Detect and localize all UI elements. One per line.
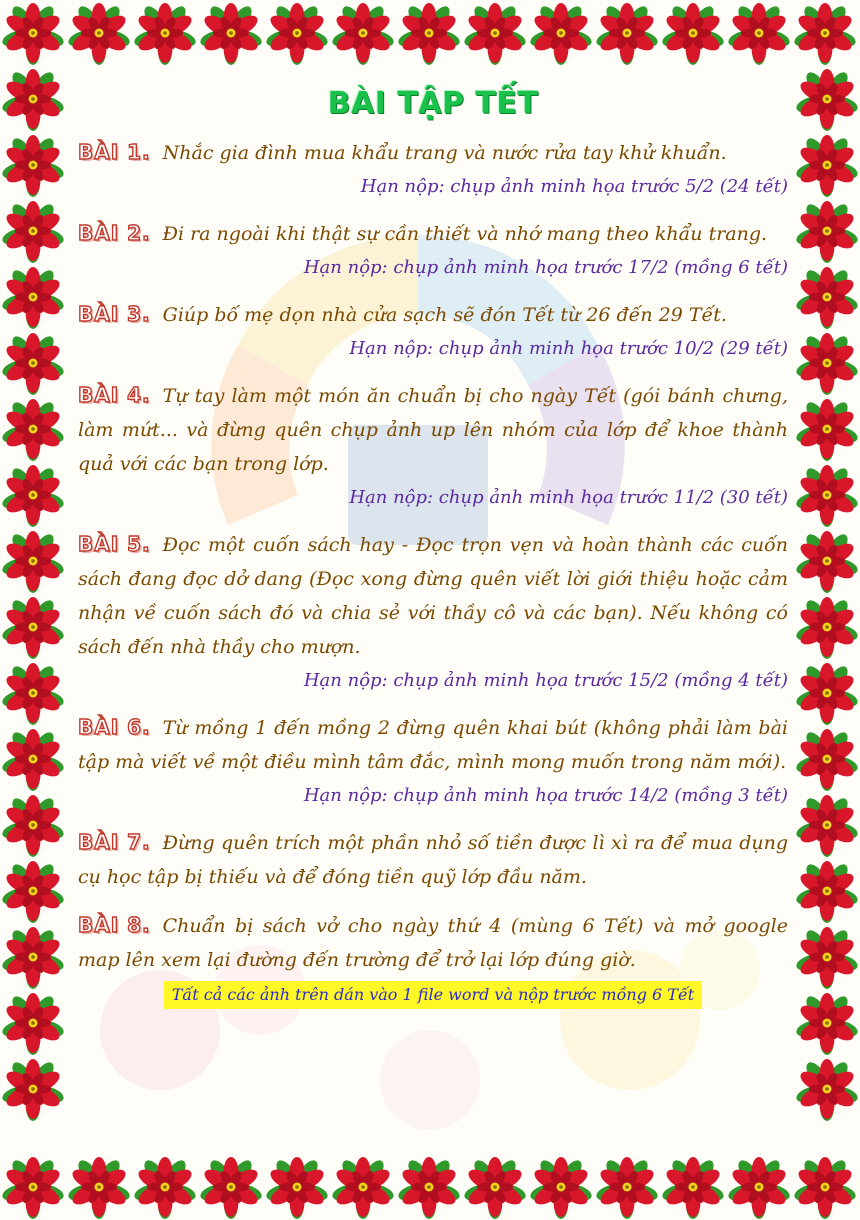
poinsettia-flower-icon bbox=[794, 528, 860, 594]
poinsettia-flower-icon bbox=[528, 1154, 594, 1220]
poinsettia-flower-icon bbox=[0, 1056, 66, 1122]
task-label: BÀI 1. bbox=[78, 140, 151, 164]
poinsettia-flower-icon bbox=[0, 396, 66, 462]
poinsettia-flower-icon bbox=[794, 264, 860, 330]
task-item bbox=[78, 378, 788, 513]
poinsettia-flower-icon bbox=[660, 0, 726, 66]
poinsettia-flower-icon bbox=[0, 594, 66, 660]
footer-note: Tất cả các ảnh trên dán vào 1 file word và nộp trước mồng 6 Tết bbox=[164, 981, 702, 1009]
poinsettia-flower-icon bbox=[396, 0, 462, 66]
task-deadline: Hạn nộp: chụp ảnh minh họa trước 15/2 (mồng 4 tết) bbox=[303, 670, 788, 691]
poinsettia-flower-icon bbox=[462, 1154, 528, 1220]
poinsettia-flower-icon bbox=[0, 528, 66, 594]
poinsettia-flower-icon bbox=[66, 0, 132, 66]
poinsettia-flower-icon bbox=[396, 1154, 462, 1220]
task-text bbox=[78, 908, 788, 977]
poinsettia-flower-icon bbox=[66, 1154, 132, 1220]
poinsettia-flower-icon bbox=[0, 924, 66, 990]
task-body: Đi ra ngoài khi thật sự cần thiết và nhớ mang theo khẩu trang. bbox=[162, 223, 768, 245]
task-body: Chuẩn bị sách vở cho ngày thứ 4 (mùng 6 Tết) và mở google map lên xem lại đường đến trường để trở lại lớp đúng giờ. bbox=[78, 915, 788, 971]
task-body: Từ mồng 1 đến mồng 2 đừng quên khai bút (không phải làm bài tập mà viết về một điều mình tâm đắc, mình mong muốn trong năm mới). bbox=[78, 717, 788, 773]
task-text bbox=[78, 297, 788, 332]
main-content bbox=[78, 80, 788, 1009]
poinsettia-flower-icon bbox=[198, 0, 264, 66]
poinsettia-flower-icon bbox=[132, 1154, 198, 1220]
task-item bbox=[78, 216, 788, 283]
poinsettia-flower-icon bbox=[792, 0, 858, 66]
poinsettia-flower-icon bbox=[132, 0, 198, 66]
task-body: Giúp bố mẹ dọn nhà cửa sạch sẽ đón Tết từ 26 đến 29 Tết. bbox=[162, 304, 727, 326]
poinsettia-flower-icon bbox=[794, 462, 860, 528]
poinsettia-flower-icon bbox=[660, 1154, 726, 1220]
poinsettia-flower-icon bbox=[264, 0, 330, 66]
poinsettia-flower-icon bbox=[594, 1154, 660, 1220]
poinsettia-flower-icon bbox=[0, 330, 66, 396]
task-label: BÀI 5. bbox=[78, 532, 151, 556]
poinsettia-flower-icon bbox=[0, 462, 66, 528]
task-label: BÀI 3. bbox=[78, 302, 151, 326]
poinsettia-flower-icon bbox=[264, 1154, 330, 1220]
poinsettia-flower-icon bbox=[794, 858, 860, 924]
poinsettia-flower-icon bbox=[794, 198, 860, 264]
poinsettia-flower-icon bbox=[794, 330, 860, 396]
poinsettia-flower-icon bbox=[794, 594, 860, 660]
task-text bbox=[78, 527, 788, 664]
poinsettia-flower-icon bbox=[0, 792, 66, 858]
task-item bbox=[78, 710, 788, 811]
poinsettia-flower-icon bbox=[792, 1154, 858, 1220]
poinsettia-flower-icon bbox=[794, 924, 860, 990]
task-deadline: Hạn nộp: chụp ảnh minh họa trước 5/2 (24 tết) bbox=[360, 176, 788, 197]
poinsettia-flower-icon bbox=[0, 0, 66, 66]
task-item bbox=[78, 297, 788, 364]
poinsettia-flower-icon bbox=[198, 1154, 264, 1220]
poinsettia-flower-icon bbox=[528, 0, 594, 66]
task-body: Tự tay làm một món ăn chuẩn bị cho ngày Tết (gói bánh chưng, làm mứt... và đừng quên chụp ảnh up lên nhóm của lớp để khoe thành quả với các bạn trong lớp. bbox=[78, 385, 788, 475]
poinsettia-flower-icon bbox=[726, 0, 792, 66]
poinsettia-flower-icon bbox=[794, 132, 860, 198]
task-deadline: Hạn nộp: chụp ảnh minh họa trước 17/2 (mồng 6 tết) bbox=[303, 257, 788, 278]
poinsettia-flower-icon bbox=[794, 396, 860, 462]
task-text bbox=[78, 378, 788, 481]
poinsettia-flower-icon bbox=[794, 990, 860, 1056]
task-text bbox=[78, 710, 788, 779]
task-body: Nhắc gia đình mua khẩu trang và nước rửa tay khử khuẩn. bbox=[162, 142, 727, 164]
poinsettia-flower-icon bbox=[330, 1154, 396, 1220]
poinsettia-flower-icon bbox=[330, 0, 396, 66]
poinsettia-flower-icon bbox=[0, 264, 66, 330]
task-deadline: Hạn nộp: chụp ảnh minh họa trước 14/2 (mồng 3 tết) bbox=[303, 785, 788, 806]
poinsettia-flower-icon bbox=[462, 0, 528, 66]
task-text bbox=[78, 825, 788, 894]
task-body: Đọc một cuốn sách hay - Đọc trọn vẹn và hoàn thành các cuốn sách đang đọc dở dang (Đọc xong đừng quên viết lời giới thiệu hoặc cảm nhận về cuốn sách đó và chia sẻ với thầy cô và các bạn). Nếu không có sách đến nhà thầy cho mượn. bbox=[78, 534, 788, 658]
poinsettia-flower-icon bbox=[794, 726, 860, 792]
poinsettia-flower-icon bbox=[0, 660, 66, 726]
task-label: BÀI 8. bbox=[78, 913, 151, 937]
task-deadline: Hạn nộp: chụp ảnh minh họa trước 10/2 (29 tết) bbox=[349, 338, 788, 359]
task-item bbox=[78, 135, 788, 202]
task-label: BÀI 6. bbox=[78, 715, 151, 739]
poinsettia-flower-icon bbox=[594, 0, 660, 66]
task-label: BÀI 4. bbox=[78, 383, 151, 407]
footer-note-wrap bbox=[78, 981, 788, 1009]
task-text bbox=[78, 216, 788, 251]
poinsettia-flower-icon bbox=[0, 858, 66, 924]
task-label: BÀI 2. bbox=[78, 221, 151, 245]
poinsettia-flower-icon bbox=[794, 1056, 860, 1122]
poinsettia-flower-icon bbox=[0, 132, 66, 198]
task-item bbox=[78, 825, 788, 894]
poinsettia-flower-icon bbox=[794, 66, 860, 132]
poinsettia-flower-icon bbox=[0, 198, 66, 264]
poinsettia-flower-icon bbox=[0, 726, 66, 792]
poinsettia-flower-icon bbox=[794, 660, 860, 726]
page-title: BÀI TẬP TẾT bbox=[327, 86, 539, 121]
poinsettia-flower-icon bbox=[726, 1154, 792, 1220]
poinsettia-flower-icon bbox=[794, 792, 860, 858]
task-body: Đừng quên trích một phần nhỏ số tiền được lì xì ra để mua dụng cụ học tập bị thiếu và để đóng tiền quỹ lớp đầu năm. bbox=[78, 832, 788, 888]
task-text bbox=[78, 135, 788, 170]
task-label: BÀI 7. bbox=[78, 830, 151, 854]
poinsettia-flower-icon bbox=[0, 66, 66, 132]
poinsettia-flower-icon bbox=[0, 1154, 66, 1220]
poinsettia-flower-icon bbox=[0, 990, 66, 1056]
task-item bbox=[78, 527, 788, 696]
task-item bbox=[78, 908, 788, 977]
task-deadline: Hạn nộp: chụp ảnh minh họa trước 11/2 (30 tết) bbox=[349, 487, 788, 508]
